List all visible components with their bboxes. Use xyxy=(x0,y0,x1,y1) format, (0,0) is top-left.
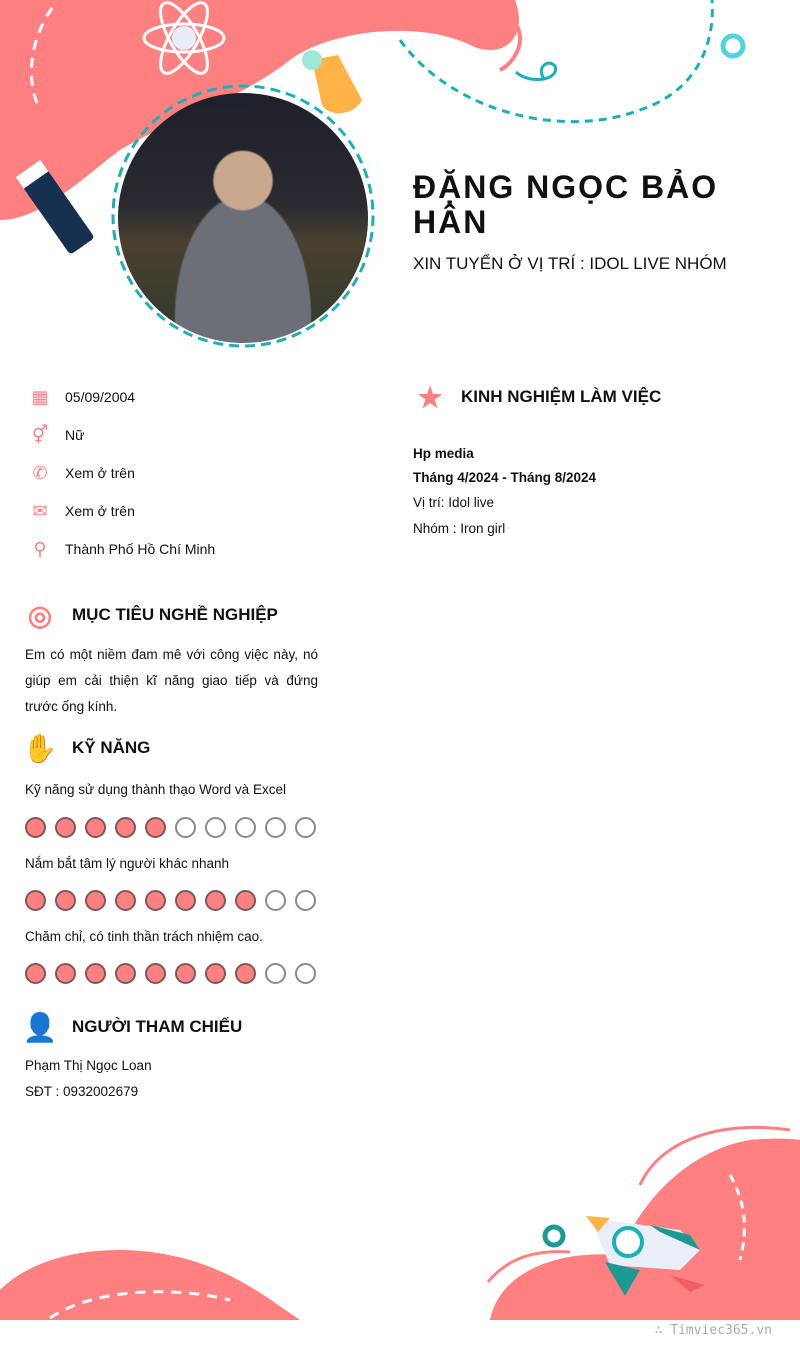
info-value: 05/09/2004 xyxy=(65,389,136,405)
experience-period: Tháng 4/2024 - Tháng 8/2024 xyxy=(413,470,597,485)
rating-dot-filled xyxy=(235,963,256,984)
section-title: MỤC TIÊU NGHỀ NGHIỆP xyxy=(72,605,278,624)
skill-rating xyxy=(25,817,316,838)
rating-dot-empty xyxy=(235,817,256,838)
section-title: KINH NGHIỆM LÀM VIỆC xyxy=(461,387,662,406)
skill-label: Nắm bắt tâm lý người khác nhanh xyxy=(25,856,229,871)
rating-dot-empty xyxy=(295,817,316,838)
candidate-name: ĐẶNG NGỌC BẢO HÂN xyxy=(413,169,719,240)
section-title: NGƯỜI THAM CHIẾU xyxy=(72,1017,243,1036)
rating-dot-filled xyxy=(85,890,106,911)
rating-dot-empty xyxy=(265,890,286,911)
hand-icon: ✋ xyxy=(22,732,58,764)
info-value: Xem ở trên xyxy=(65,503,135,519)
rating-dot-filled xyxy=(145,963,166,984)
experience-group: Nhóm : Iron girl xyxy=(413,521,506,536)
objective-heading xyxy=(22,598,278,632)
rating-dot-filled xyxy=(175,963,196,984)
rating-dot-filled xyxy=(25,890,46,911)
section-title: KỸ NĂNG xyxy=(72,738,151,757)
rating-dot-filled xyxy=(55,963,76,984)
skill-rating xyxy=(25,890,316,911)
info-email xyxy=(30,501,135,521)
rating-dot-filled xyxy=(25,817,46,838)
target-icon: ◎ xyxy=(27,599,53,631)
watermark: ∴ Timviec365.vn xyxy=(654,1323,772,1338)
info-value: Nữ xyxy=(65,427,85,443)
rating-dot-filled xyxy=(205,963,226,984)
info-gender xyxy=(30,425,84,445)
desired-position: XIN TUYỂN Ở VỊ TRÍ : IDOL LIVE NHÓM xyxy=(413,254,727,273)
experience-role: Vị trí: Idol live xyxy=(413,495,495,510)
rating-dot-filled xyxy=(115,963,136,984)
star-icon: ★ xyxy=(417,381,443,413)
rating-dot-filled xyxy=(145,817,166,838)
rating-dot-filled xyxy=(235,890,256,911)
experience-heading xyxy=(413,380,661,414)
skill-label: Kỹ năng sử dụng thành thạo Word và Excel xyxy=(25,782,286,797)
skills-heading xyxy=(22,731,150,765)
info-value: Xem ở trên xyxy=(65,465,135,481)
rating-dot-filled xyxy=(205,890,226,911)
info-birthdate xyxy=(30,387,135,407)
rating-dot-filled xyxy=(55,817,76,838)
person-icon: 👤 xyxy=(22,1011,58,1043)
info-location xyxy=(30,539,215,559)
rating-dot-empty xyxy=(175,817,196,838)
rating-dot-empty xyxy=(265,817,286,838)
reference-name: Phạm Thị Ngọc Loan xyxy=(25,1058,152,1073)
rating-dot-filled xyxy=(145,890,166,911)
avatar-photo xyxy=(118,93,368,343)
email-icon: ✉ xyxy=(32,500,48,521)
reference-phone: SĐT : 0932002679 xyxy=(25,1084,139,1099)
reference-heading xyxy=(22,1010,242,1044)
experience-company: Hp media xyxy=(413,446,474,461)
rating-dot-filled xyxy=(115,890,136,911)
gender-icon: ⚥ xyxy=(31,424,49,445)
skill-label: Chăm chỉ, có tinh thần trách nhiệm cao. xyxy=(25,929,263,944)
rating-dot-filled xyxy=(175,890,196,911)
rating-dot-filled xyxy=(85,963,106,984)
calendar-icon: ▦ xyxy=(31,386,49,407)
phone-icon: ✆ xyxy=(32,462,48,483)
rating-dot-empty xyxy=(295,963,316,984)
rating-dot-filled xyxy=(115,817,136,838)
rating-dot-filled xyxy=(85,817,106,838)
info-phone xyxy=(30,463,135,483)
location-icon: ⚲ xyxy=(33,538,47,559)
rating-dot-filled xyxy=(25,963,46,984)
rating-dot-empty xyxy=(265,963,286,984)
info-value: Thành Phố Hồ Chí Minh xyxy=(65,541,216,557)
rating-dot-filled xyxy=(55,890,76,911)
objective-text: Em có một niềm đam mê với công việc này, nó giúp em cải thiện kĩ năng giao tiếp và đứng trước ống kính. xyxy=(25,647,318,714)
rating-dot-empty xyxy=(295,890,316,911)
rating-dot-empty xyxy=(205,817,226,838)
skill-rating xyxy=(25,963,316,984)
